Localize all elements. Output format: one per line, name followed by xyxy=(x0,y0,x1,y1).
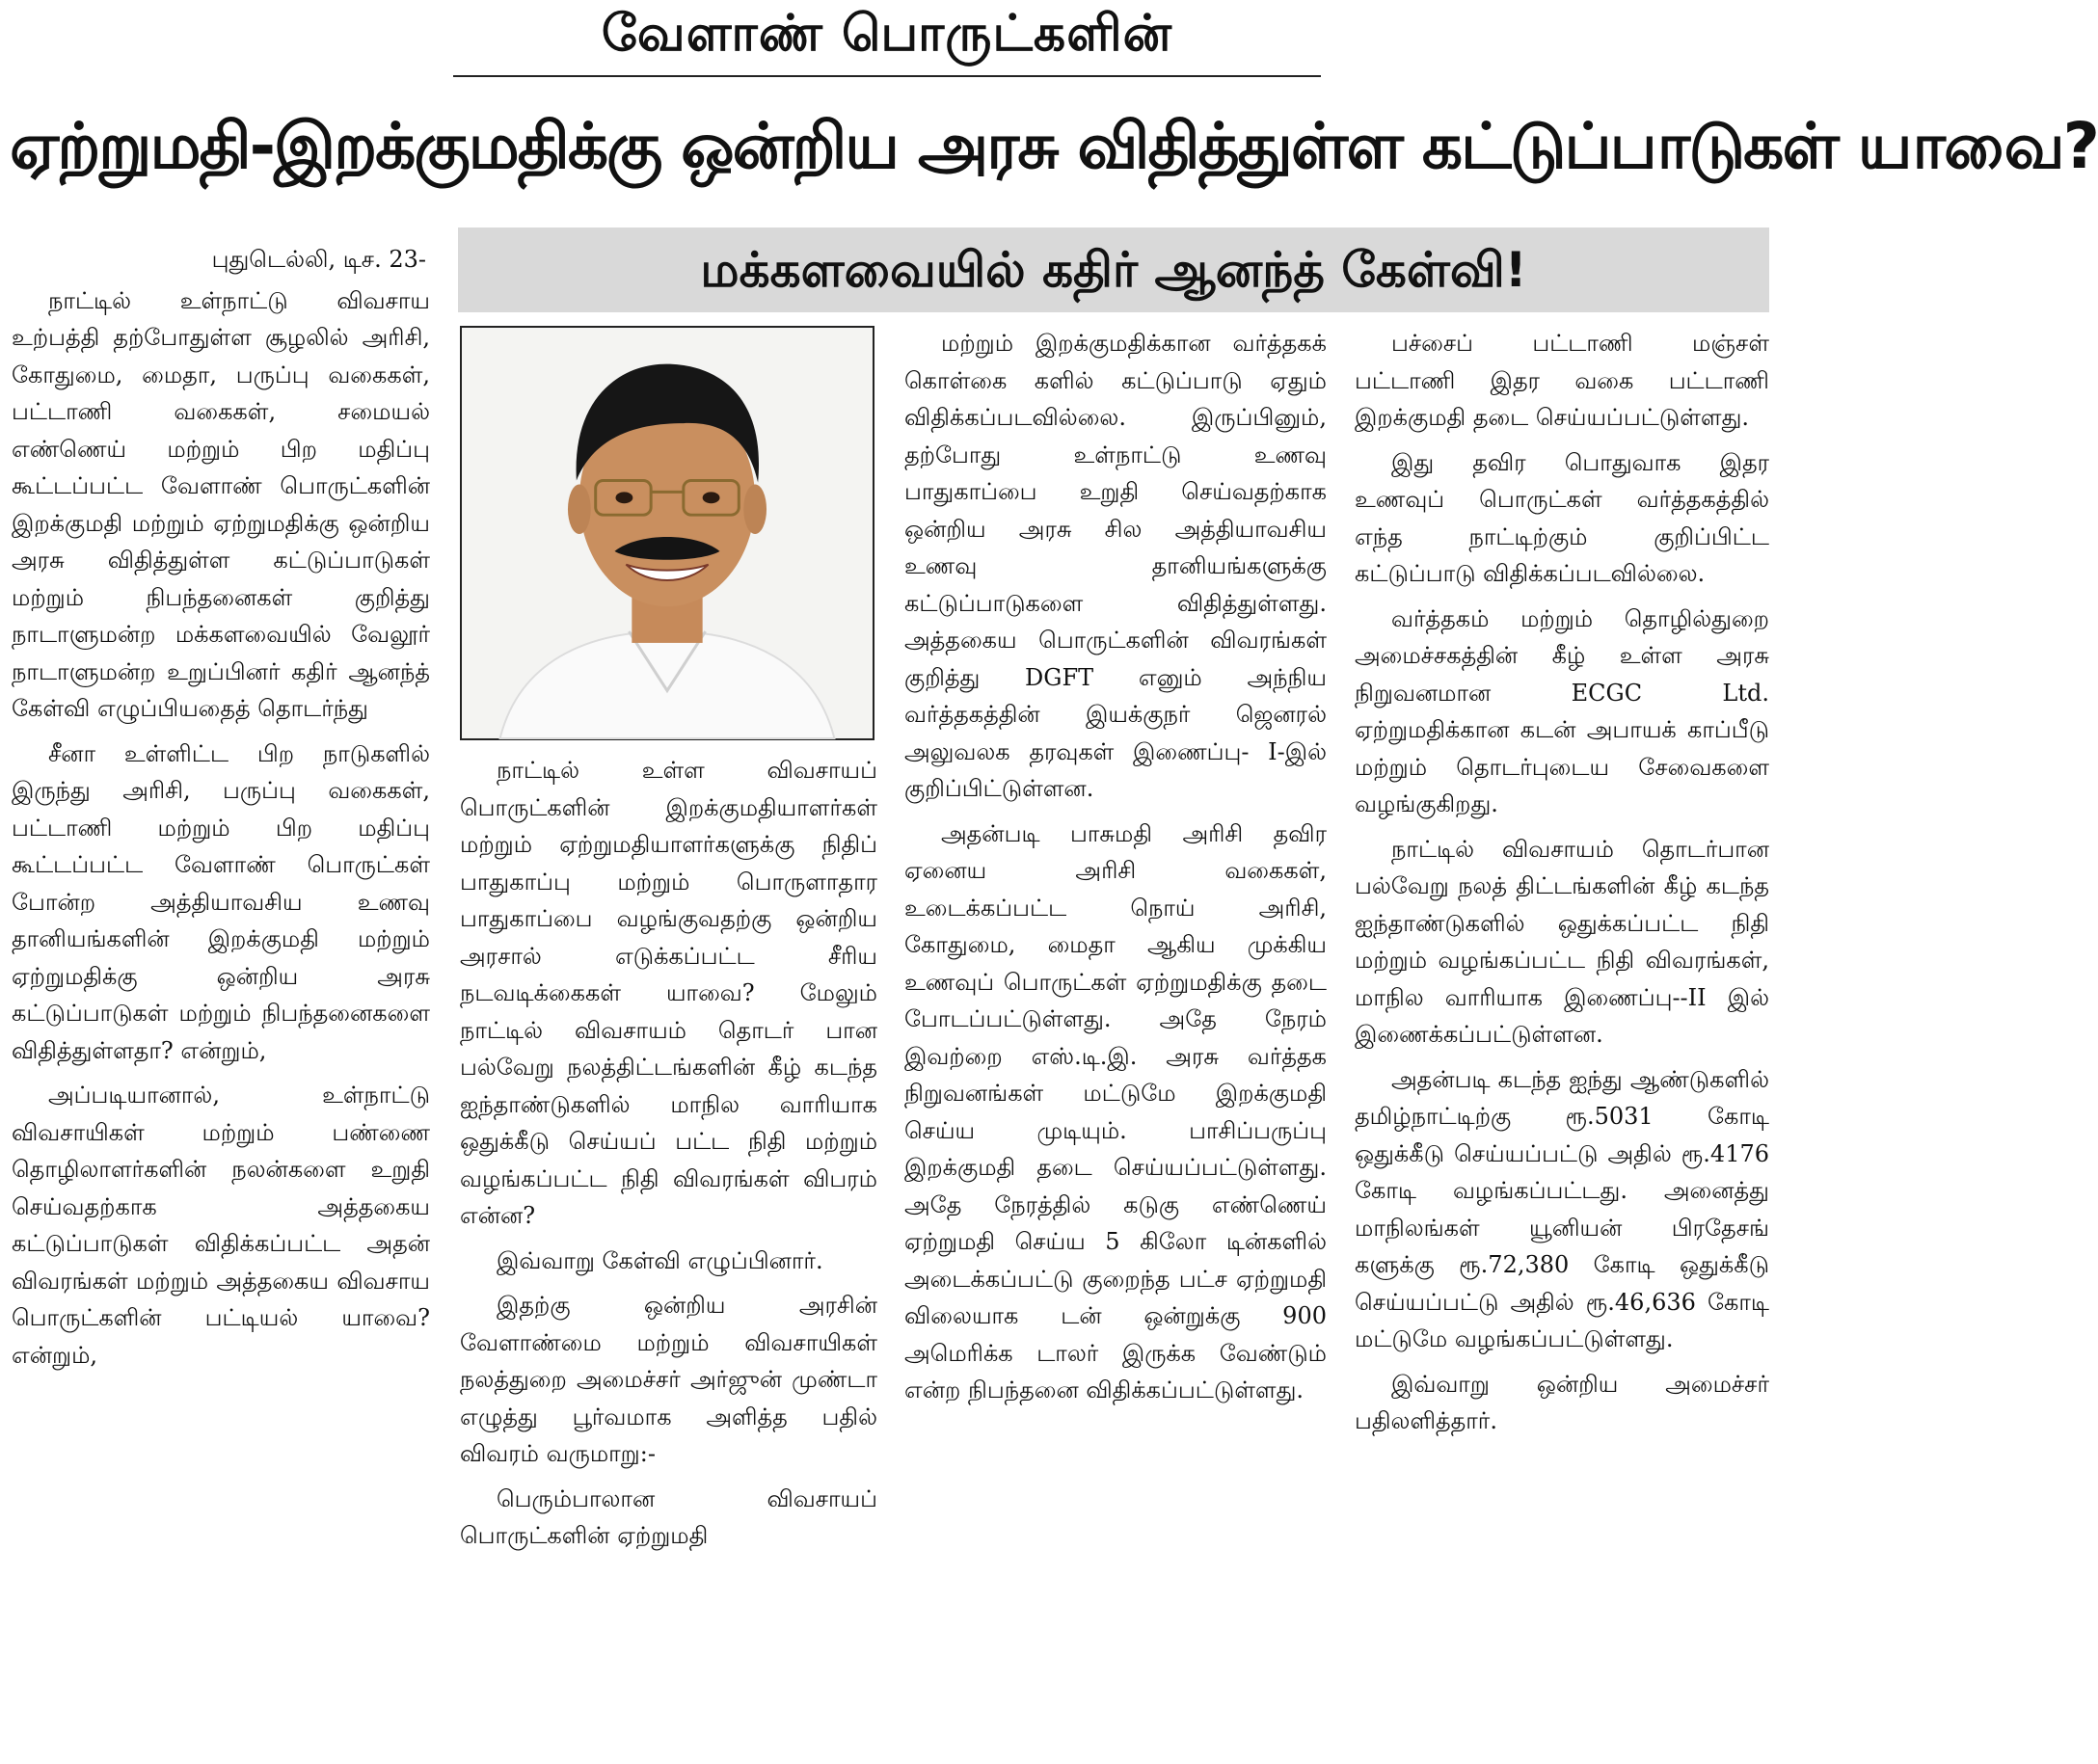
portrait-photo xyxy=(460,326,874,740)
subheadline: மக்களவையில் கதிர் ஆனந்த் கேள்வி! xyxy=(458,227,1769,312)
paragraph: நாட்டில் உள்ள விவசாயப் பொருட்களின் இறக்குமதியாளர்கள் மற்றும் ஏற்றுமதியாளர்களுக்கு நிதிப் பாதுகாப்பு மற்றும் பொருளாதார பாதுகாப்பை வழங்குவதற்கு ஒன்றிய அரசால் எடுக்கப்பட்ட சீரிய நடவடிக்கைகள் யாவை? மேலும் நாட்டில் விவசாயம் தொடர் பான பல்வேறு நலத்திட்டங்களின் கீழ் கடந்த ஐந்தாண்டுகளில் மாநில வாரியாக ஒதுக்கீடு செய்யப் பட்ட நிதி மற்றும் வழங்கப்பட்ட நிதி விவரங்கள் விபரம் என்ன? xyxy=(460,757,877,1229)
article-column-2 xyxy=(460,752,877,1759)
paragraph: சீனா உள்ளிட்ட பிற நாடுகளில் இருந்து அரிசி, பருப்பு வகைகள், பட்டாணி மற்றும் பிற மதிப்பு கூட்டப்பட்ட வேளாண் பொருட்கள் போன்ற அத்தியாவசிய உணவு தானியங்களின் இறக்குமதி மற்றும் ஏற்றுமதிக்கு ஒன்றிய அரசு கட்டுப்பாடுகள் மற்றும் நிபந்தனைகளை விதித்துள்ளதா? என்றும், xyxy=(12,739,430,1064)
kicker-title: வேளாண் பொருட்களின் xyxy=(601,5,1173,63)
paragraph: இது தவிர பொதுவாக இதர உணவுப் பொருட்கள் வர்த்தகத்தில் எந்த நாட்டிற்கும் குறிப்பிட்ட கட்டுப்பாடு விதிக்கப்படவில்லை. xyxy=(1355,448,1769,587)
paragraph: நாட்டில் உள்நாட்டு விவசாய உற்பத்தி தற்போதுள்ள சூழலில் அரிசி, கோதுமை, மைதா, பருப்பு வகைகள், பட்டாணி வகைகள், சமையல் எண்ணெய் மற்றும் பிற மதிப்பு கூட்டப்பட்ட வேளாண் பொருட்களின் இறக்குமதி மற்றும் ஏற்றுமதிக்கு ஒன்றிய அரசு விதித்துள்ள கட்டுப்பாடுகள் மற்றும் நிபந்தனைகள் குறித்து நாடாளுமன்ற மக்களவையில் வேலூர் நாடாளுமன்ற உறுப்பினர் கதிர் ஆனந்த் கேள்வி எழுப்பியதைத் தொடர்ந்து xyxy=(12,286,430,722)
paragraph: மற்றும் இறக்குமதிக்கான வர்த்தகக் கொள்கை களில் கட்டுப்பாடு ஏதும் விதிக்கப்படவில்லை. இருப்பினும், தற்போது உள்நாட்டு உணவு பாதுகாப்பை உறுதி செய்வதற்காக ஒன்றிய அரசு சில அத்தியாவசிய உணவு தானியங்களுக்கு கட்டுப்பாடுகளை விதித்துள்ளது. அத்தகைய பொருட்களின் விவரங்கள் குறித்து DGFT எனும் அந்நிய வர்த்தகத்தின் இயக்குநர் ஜெனரல் அலுவலக தரவுகள் இணைப்பு- I-இல் குறிப்பிட்டுள்ளன. xyxy=(904,330,1327,802)
paragraph: இவ்வாறு ஒன்றிய அமைச்சர் பதிலளித்தார். xyxy=(1355,1370,1769,1434)
headline: ஏற்றுமதி-இறக்குமதிக்கு ஒன்றிய அரசு விதித்துள்ள கட்டுப்பாடுகள் யாவை? xyxy=(10,109,2098,183)
paragraph: பெரும்பாலான விவசாயப் பொருட்களின் ஏற்றுமதி xyxy=(460,1484,877,1549)
paragraph: பச்சைப் பட்டாணி மஞ்சள் பட்டாணி இதர வகை பட்டாணி இறக்குமதி தடை செய்யப்பட்டுள்ளது. xyxy=(1355,330,1769,431)
article-column-3 xyxy=(904,325,1327,1759)
dateline: புதுடெல்லி, டிச. 23- xyxy=(211,246,426,273)
paragraph: இதற்கு ஒன்றிய அரசின் வேளாண்மை மற்றும் விவசாயிகள் நலத்துறை அமைச்சர் அர்ஜுன் முண்டா எழுத்து பூர்வமாக அளித்த பதில் விவரம் வருமாறு:- xyxy=(460,1292,877,1467)
paragraph: இவ்வாறு கேள்வி எழுப்பினார். xyxy=(497,1246,823,1274)
paragraph: நாட்டில் விவசாயம் தொடர்பான பல்வேறு நலத் திட்டங்களின் கீழ் கடந்த ஐந்தாண்டுகளில் ஒதுக்கப்பட்ட நிதி மற்றும் வழங்கப்பட்ட நிதி விவரங்கள், மாநில வாரியாக இணைப்பு--II இல் இணைக்கப்பட்டுள்ளன. xyxy=(1355,835,1769,1048)
paragraph: வர்த்தகம் மற்றும் தொழில்துறை அமைச்சகத்தின் கீழ் உள்ள அரசு நிறுவனமான ECGC Ltd. ஏற்றுமதிக்கான கடன் அபாயக் காப்பீடு மற்றும் தொடர்புடைய சேவைகளை வழங்குகிறது. xyxy=(1355,604,1769,817)
portrait-illustration xyxy=(462,328,873,738)
paragraph: அதன்படி பாசுமதி அரிசி தவிர ஏனைய அரிசி வகைகள், உடைக்கப்பட்ட நொய் அரிசி, கோதுமை, மைதா ஆகிய முக்கிய உணவுப் பொருட்கள் ஏற்றுமதிக்கு தடை போடப்பட்டுள்ளது. அதே நேரம் இவற்றை எஸ்.டி.இ. அரசு வர்த்தக நிறுவனங்கள் மட்டுமே இறக்குமதி செய்ய முடியும். பாசிப்பருப்பு இறக்குமதி தடை செய்யப்பட்டுள்ளது. அதே நேரத்தில் கடுகு எண்ணெய் ஏற்றுமதி செய்ய 5 கிலோ டின்களில் அடைக்கப்பட்டு குறைந்த பட்ச ஏற்றுமதி விலையாக டன் ஒன்றுக்கு 900 அமெரிக்க டாலர் இருக்க வேண்டும் என்ற நிபந்தனை விதிக்கப்பட்டுள்ளது. xyxy=(904,819,1327,1403)
article-column-4 xyxy=(1355,325,1769,1759)
article-column-1 xyxy=(12,241,430,1759)
paragraph: அதன்படி கடந்த ஐந்து ஆண்டுகளில் தமிழ்நாட்டிற்கு ரூ.5031 கோடி ஒதுக்கீடு செய்யப்பட்டு அதில் ரூ.4176 கோடி வழங்கப்பட்டது. அனைத்து மாநிலங்கள் யூனியன் பிரதேசங் களுக்கு ரூ.72,380 கோடி ஒதுக்கீடு செய்யப்பட்டு அதில் ரூ.46,636 கோடி மட்டுமே வழங்கப்பட்டுள்ளது. xyxy=(1355,1065,1769,1352)
kicker-divider xyxy=(453,75,1321,77)
paragraph: அப்படியானால், உள்நாட்டு விவசாயிகள் மற்றும் பண்ணை தொழிலாளர்களின் நலன்களை உறுதி செய்வதற்காக அத்தகைய கட்டுப்பாடுகள் விதிக்கப்பட்ட அதன் விவரங்கள் மற்றும் அத்தகைய விவசாய பொருட்களின் பட்டியல் யாவை? என்றும், xyxy=(12,1082,430,1369)
